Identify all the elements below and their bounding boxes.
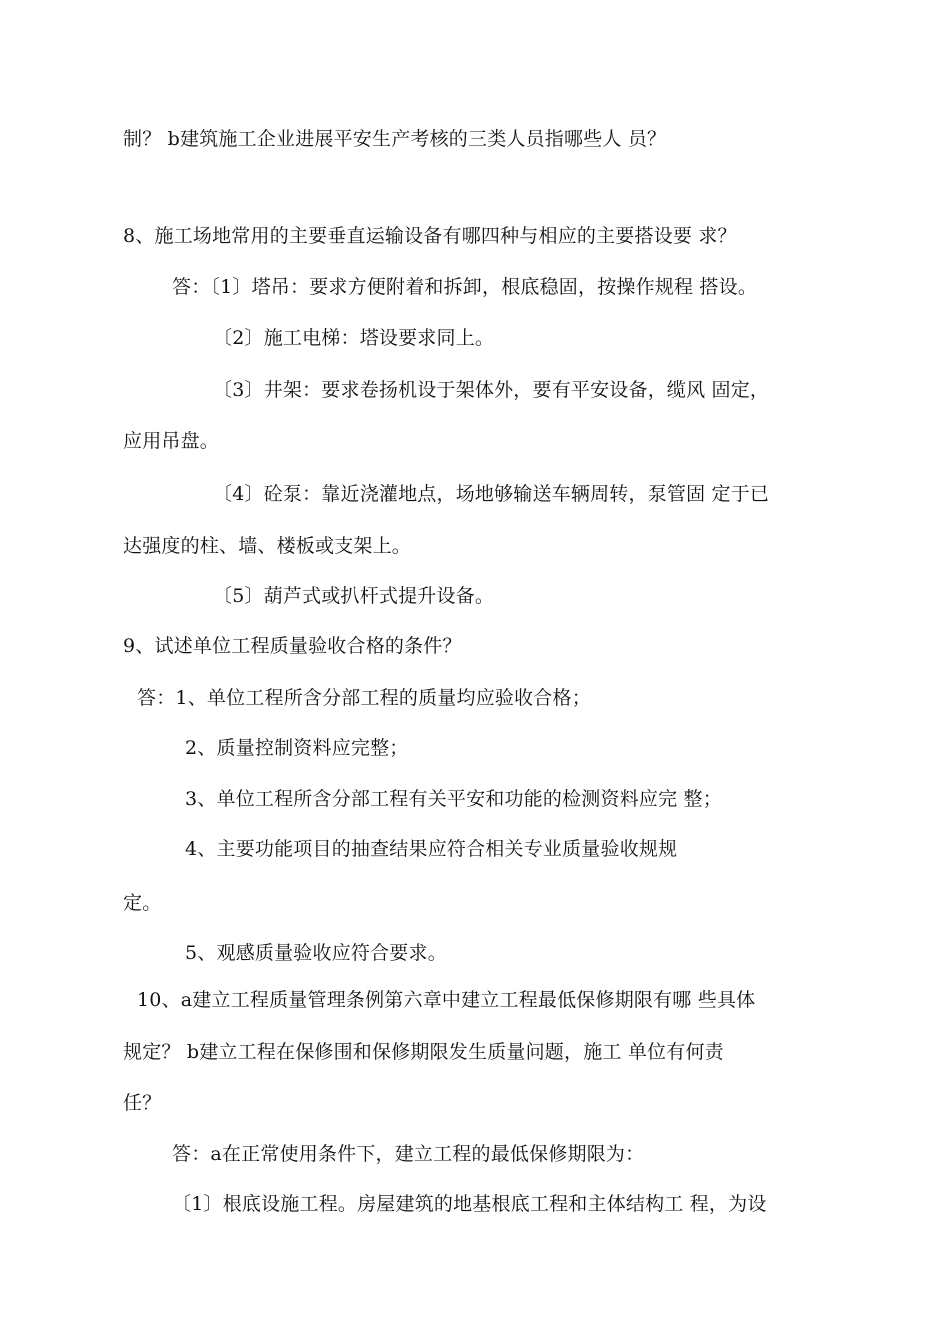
answer-line: 〔1〕根底设施工程。房屋建筑的地基根底工程和主体结构工 程，为设 bbox=[172, 1193, 767, 1215]
question-10: 10、a建立工程质量管理条例第六章中建立工程最低保修期限有哪 些具体 bbox=[137, 989, 756, 1011]
answer-line: 答：1、单位工程所含分部工程的质量均应验收合格； bbox=[137, 687, 591, 709]
answer-line: 5、观感质量验收应符合要求。 bbox=[185, 942, 447, 964]
answer-line: 〔2〕施工电梯：塔设要求同上。 bbox=[213, 327, 495, 349]
answer-line: 2、质量控制资料应完整； bbox=[185, 737, 409, 759]
answer-line: 答：a在正常使用条件下，建立工程的最低保修期限为： bbox=[172, 1143, 645, 1165]
answer-line: 4、主要功能项目的抽查结果应符合相关专业质量验收规规 bbox=[185, 838, 678, 860]
question-10-continued: 任？ bbox=[123, 1092, 162, 1114]
answer-line: 达强度的柱、墙、楼板或支架上。 bbox=[123, 535, 412, 557]
answer-line: 〔4〕砼泵：靠近浇灌地点，场地够输送车辆周转，泵管固 定于已 bbox=[213, 483, 770, 505]
answer-line: 答：〔1〕塔吊：要求方便附着和拆卸，根底稳固，按操作规程 搭设。 bbox=[172, 276, 758, 298]
question-8: 8、施工场地常用的主要垂直运输设备有哪四种与相应的主要搭设要 求？ bbox=[123, 225, 737, 247]
question-10-continued: 规定？ b建立工程在保修围和保修期限发生质量问题，施工 单位有何责 bbox=[123, 1041, 724, 1063]
question-9: 9、试述单位工程质量验收合格的条件？ bbox=[123, 635, 462, 657]
answer-line: 应用吊盘。 bbox=[123, 430, 220, 452]
answer-line: 〔3〕井架：要求卷扬机设于架体外，要有平安设备，缆风 固定， bbox=[213, 379, 770, 401]
answer-line: 定。 bbox=[123, 892, 162, 914]
answer-line: 〔5〕葫芦式或扒杆式提升设备。 bbox=[213, 585, 495, 607]
text-line: 制？ b建筑施工企业进展平安生产考核的三类人员指哪些人 员？ bbox=[123, 128, 667, 150]
answer-line: 3、单位工程所含分部工程有关平安和功能的检测资料应完 整； bbox=[185, 788, 722, 810]
